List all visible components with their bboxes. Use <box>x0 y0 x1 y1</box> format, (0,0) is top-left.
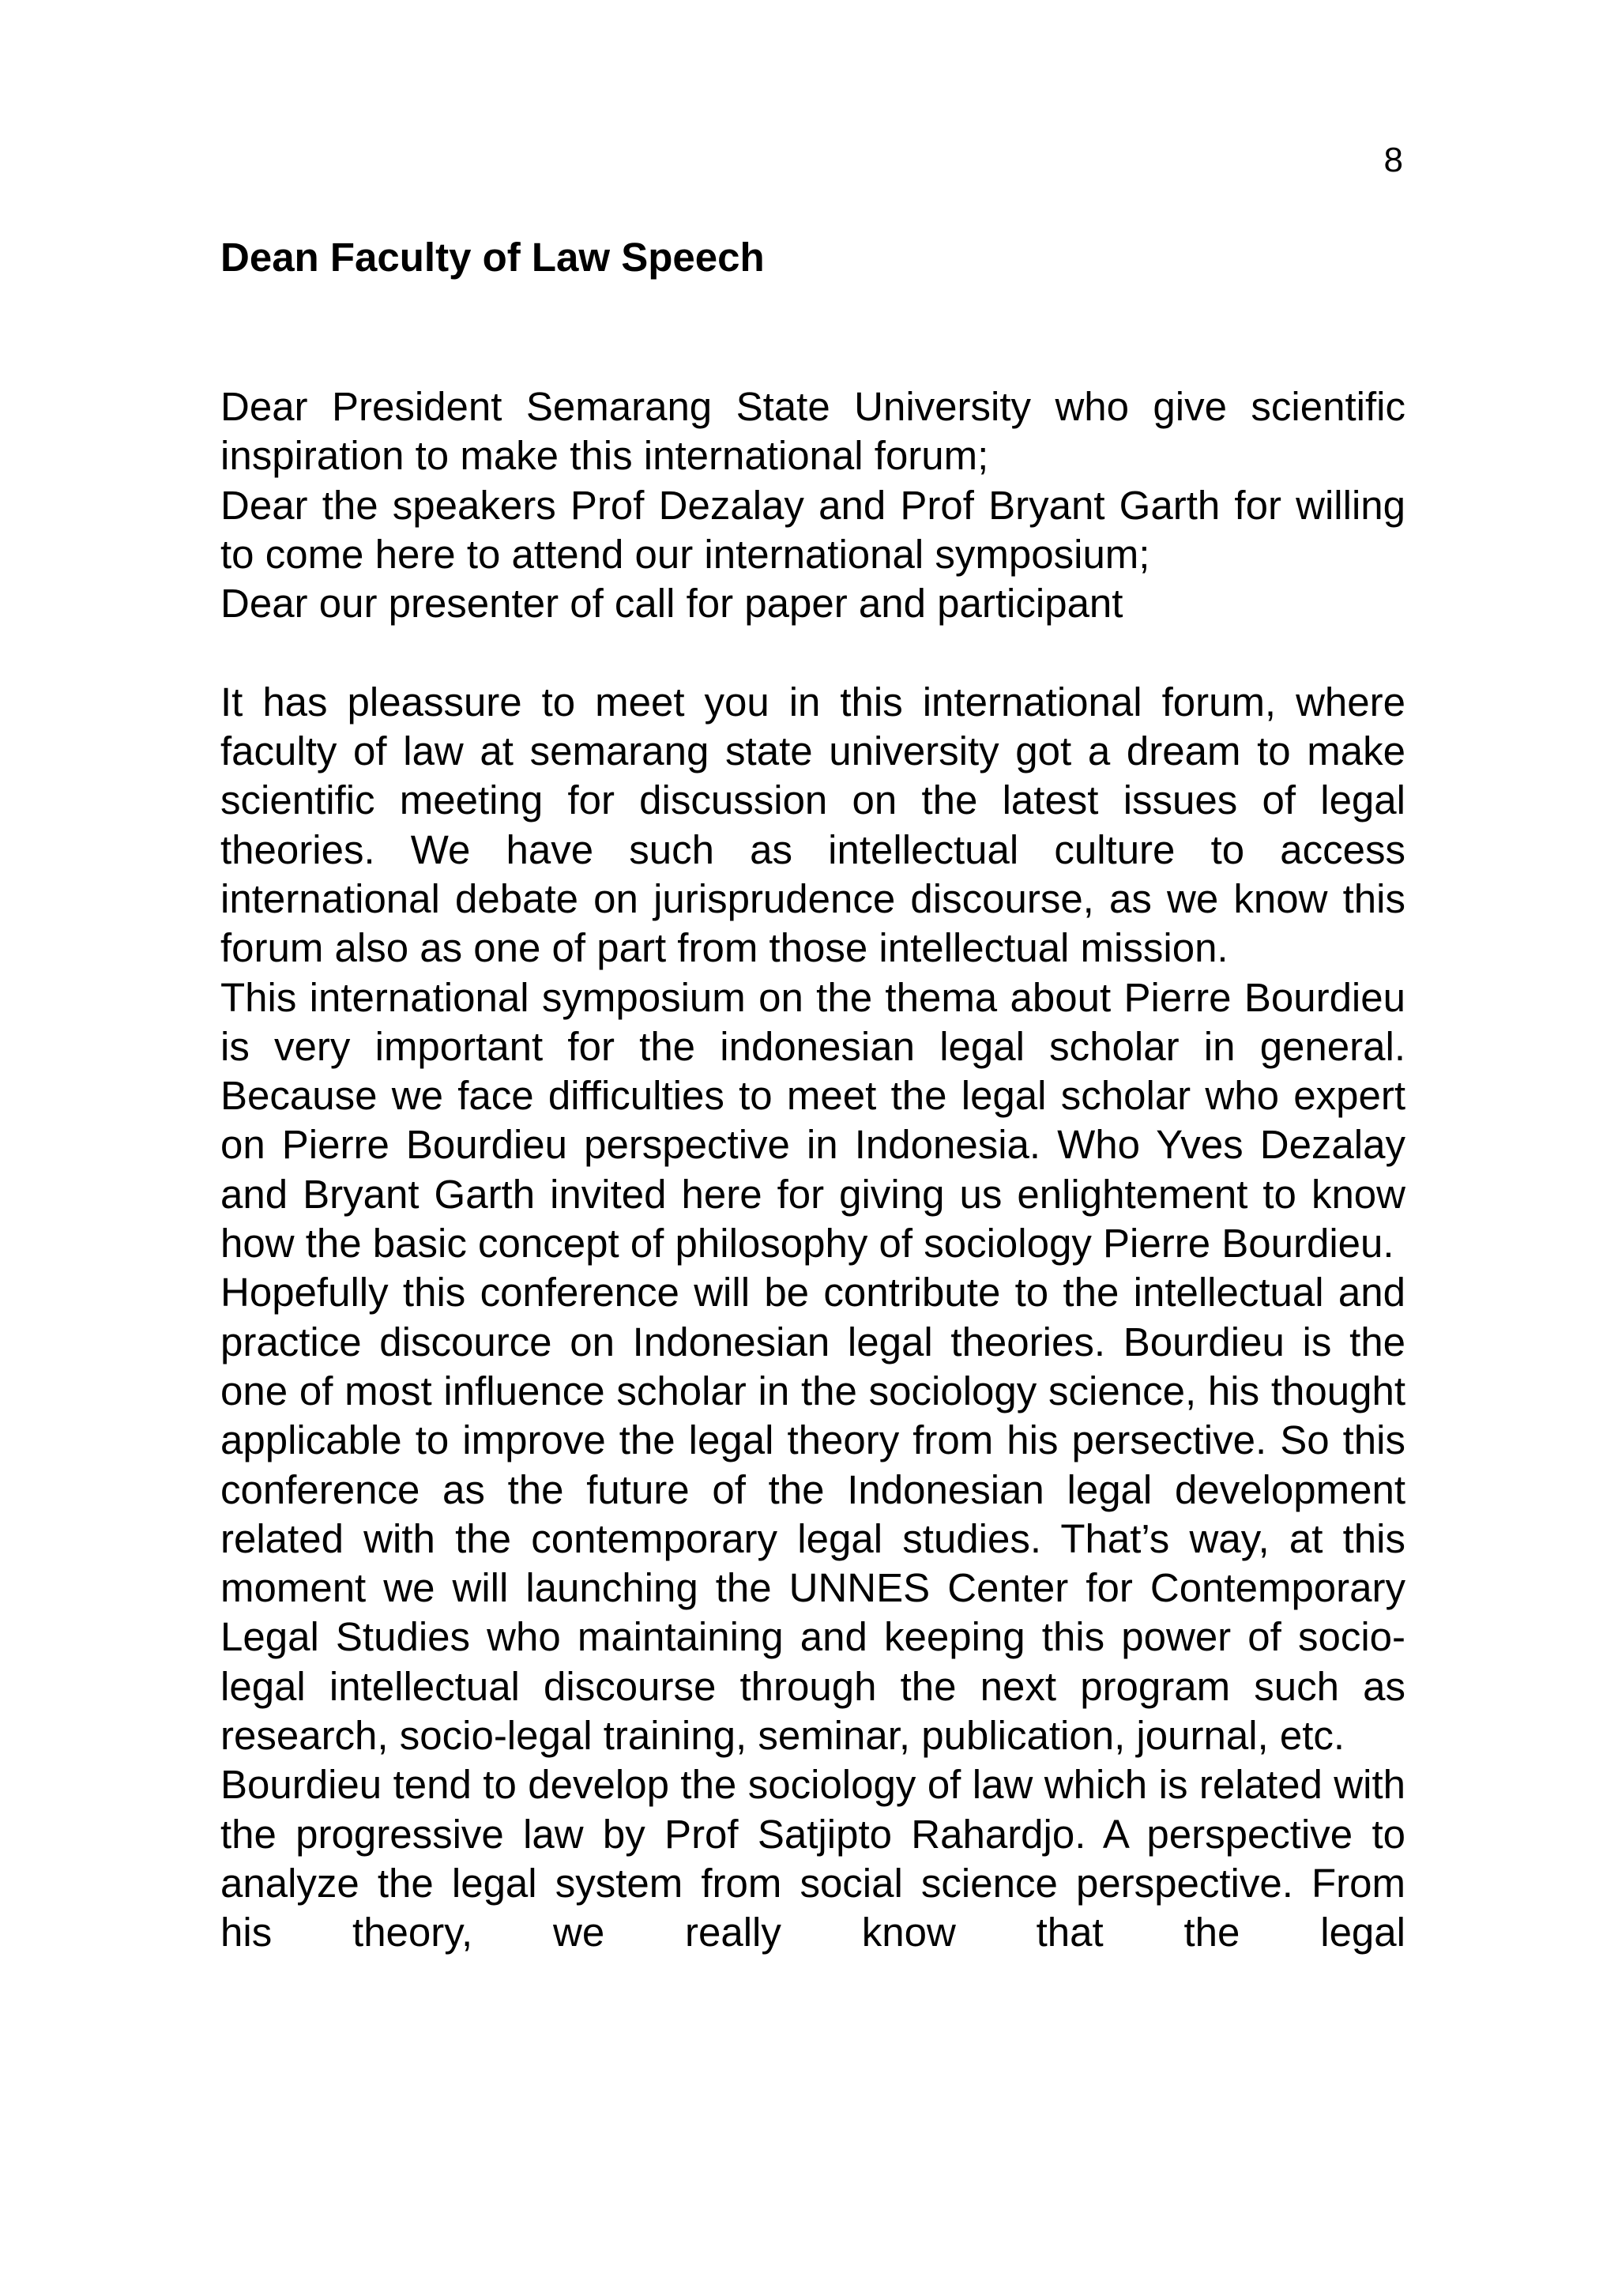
greetings-block <box>220 382 1405 628</box>
page-number: 8 <box>1383 141 1403 179</box>
greeting-line-speakers: Dear the speakers Prof Dezalay and Prof Bryant Garth for willing to come here to attend our international symposium; <box>220 482 1405 577</box>
paragraph-symposium-theme: This international symposium on the thema about Pierre Bourdieu is very important for the indonesian legal scholar in general. Because we face difficulties to meet the legal scholar who expert on Pierre Bourdieu perspective in Indonesia. Who Yves Dezalay and Bryant Garth invited here for giving us enlightement to know how the basic concept of philosophy of sociology Pierre Bourdieu. <box>220 974 1405 1267</box>
document-body <box>220 382 1405 1958</box>
greeting-line-participants: Dear our presenter of call for paper and participant <box>220 581 1123 627</box>
page-title: Dean Faculty of Law Speech <box>220 235 765 280</box>
paragraph-bourdieu-sociology: Bourdieu tend to develop the sociology of law which is related with the progressive law by Prof Satjipto Rahardjo. A perspective to analyze the legal system from social science perspective. From his theory, we really know that the legal <box>220 1762 1405 1955</box>
paragraph-conference-hope: Hopefully this conference will be contribute to the intellectual and practice discource on Indonesian legal theories. Bourdieu is the one of most influence scholar in the sociology science, his thought applicable to improve the legal theory from his persective. So this conference as the future of the Indonesian legal development related with the contemporary legal studies. That’s way, at this moment we will launching the UNNES Center for Contemporary Legal Studies who maintaining and keeping this power of socio-legal intellectual discourse through the next program such as research, socio-legal training, seminar, publication, journal, etc. <box>220 1270 1405 1759</box>
greeting-line-president: Dear President Semarang State University who give scientific inspiration to make this international forum; <box>220 384 1405 479</box>
paragraph-intro: It has pleassure to meet you in this international forum, where faculty of law at semarang state university got a dream to make scientific meeting for discussion on the latest issues of legal theories. We have such as intellectual culture to access international debate on jurisprudence discourse, as we know this forum also as one of part from those intellectual mission. <box>220 679 1405 971</box>
